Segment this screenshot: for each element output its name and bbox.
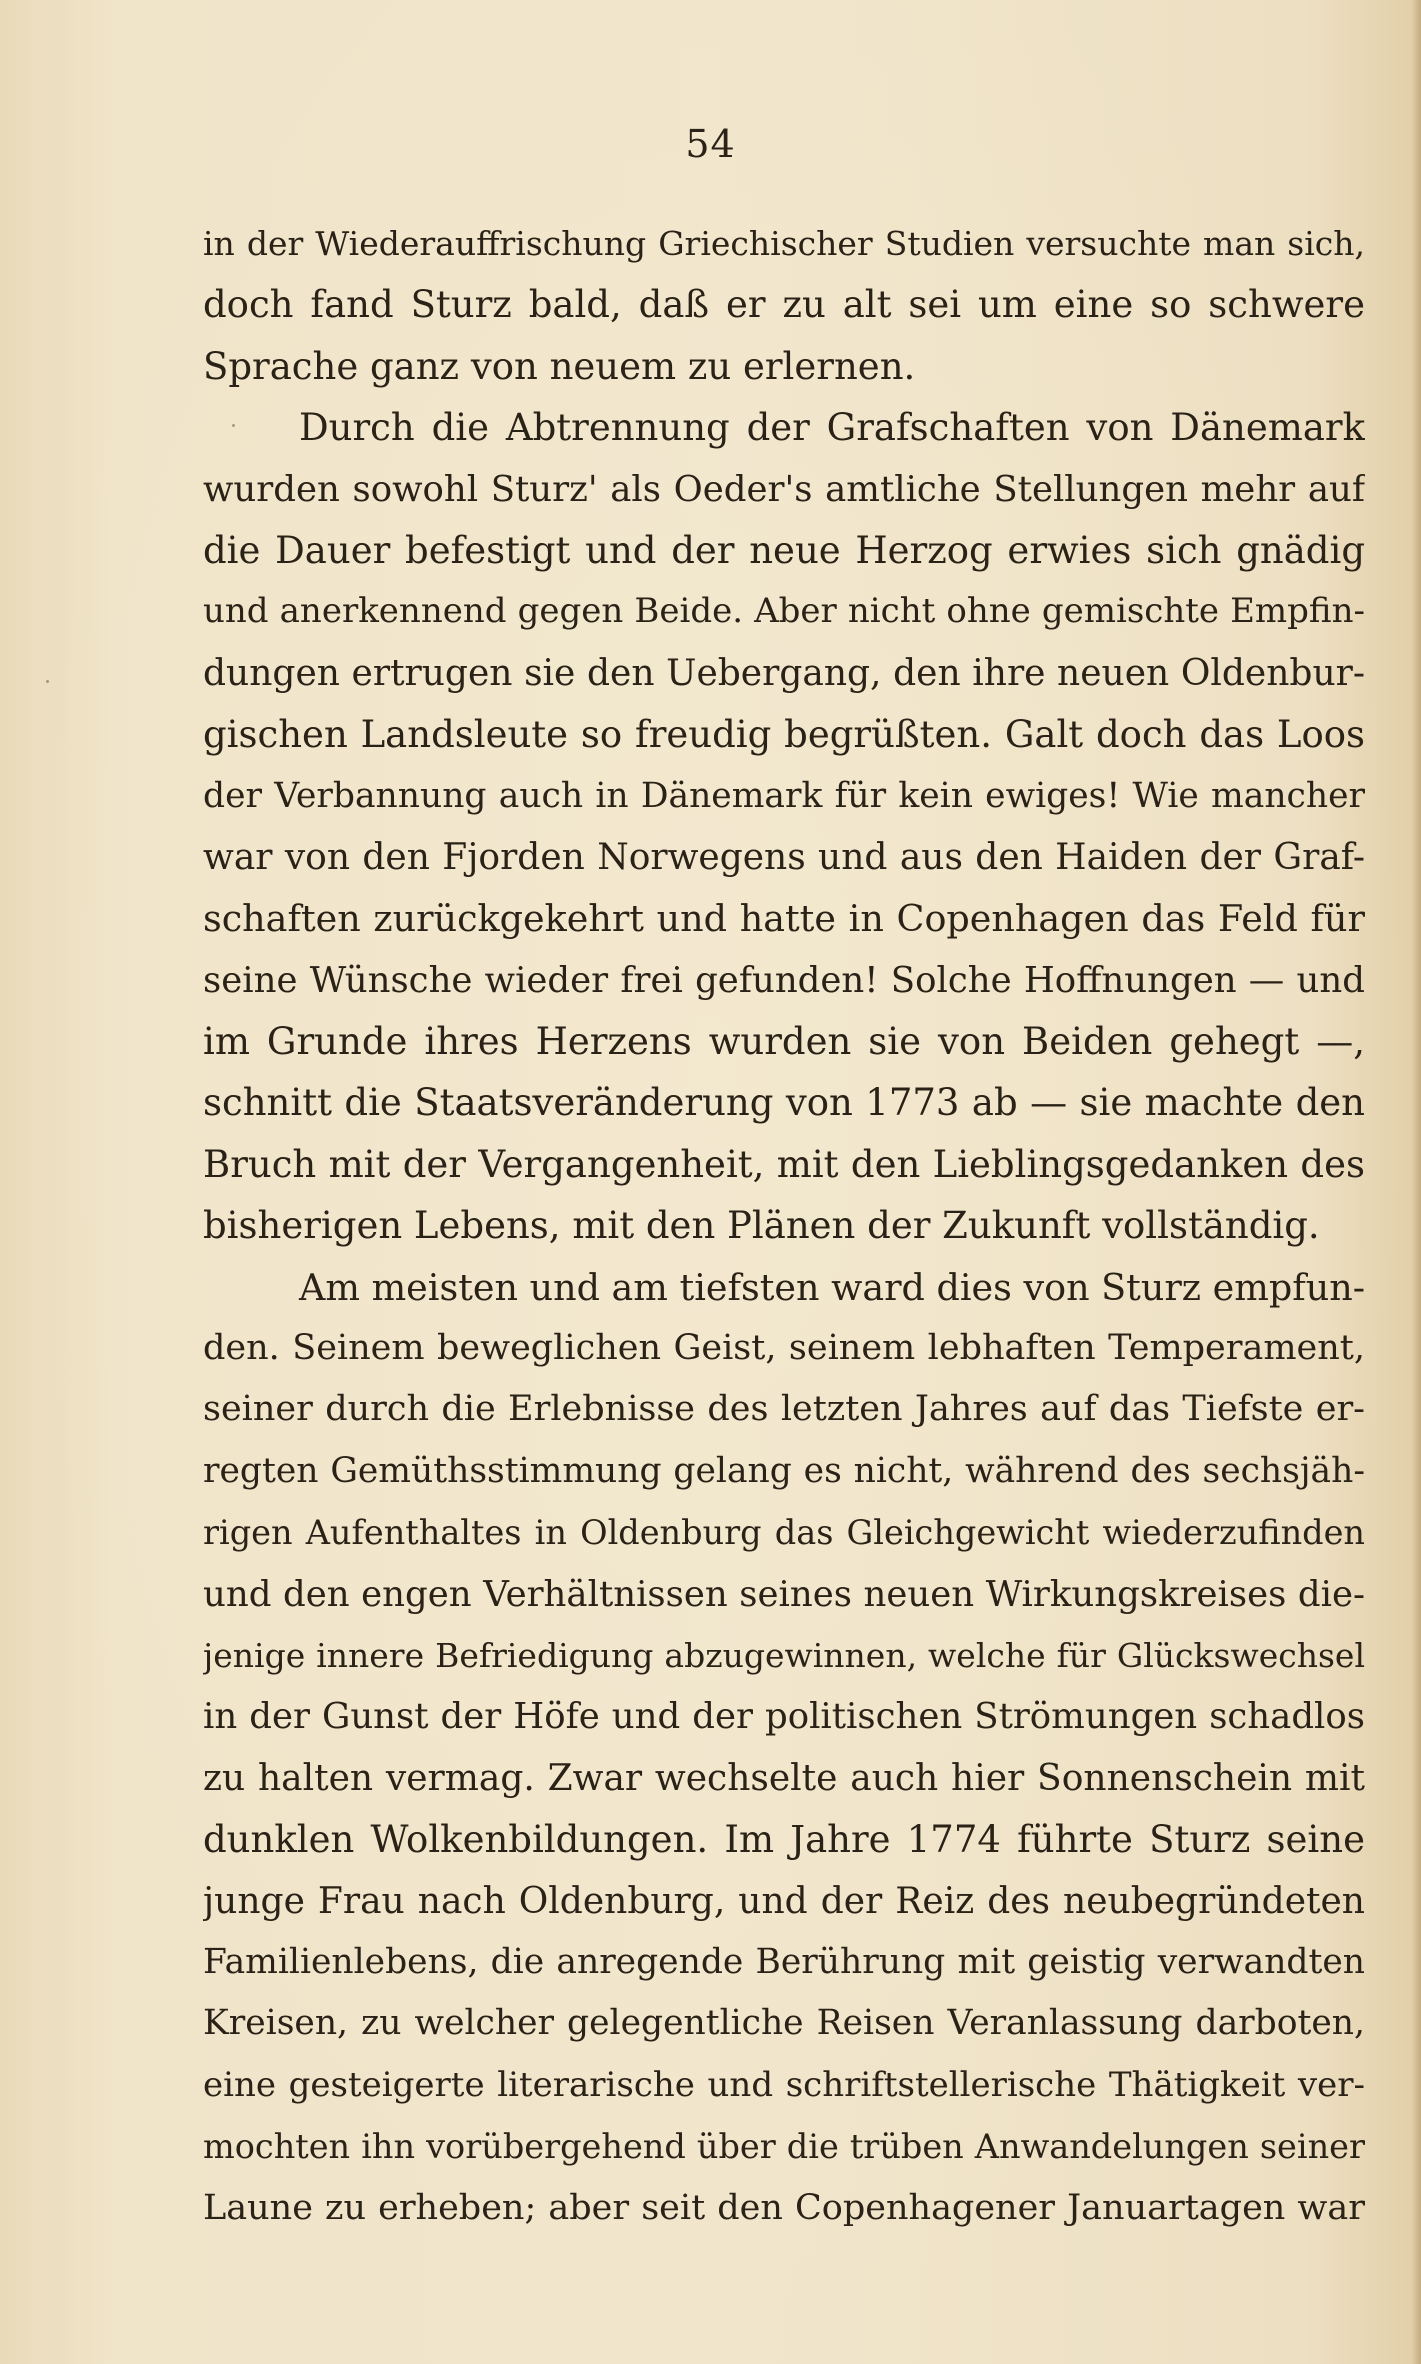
text-line: in der Gunst der Höfe und der politischen Strömungen schadlos [203,1696,1365,1738]
text-line: mochten ihn vorübergehend über die trüben Anwandelungen seiner [203,2127,1365,2167]
text-line: regten Gemüthsstimmung gelang es nicht, während des sechsjäh- [203,1450,1365,1491]
text-line: dungen ertrugen sie den Uebergang, den ihre neuen Oldenbur- [203,652,1365,694]
text-line: Sprache ganz von neuem zu erlernen. [203,344,916,388]
paper-speck [46,680,49,683]
text-line: eine gesteigerte literarische und schriftstellerische Thätigkeit ver- [203,2064,1365,2105]
text-line: Familienlebens, die anregende Berührung mit geistig verwandten [203,1941,1365,1982]
text-line: den. Seinem beweglichen Geist, seinem lebhaften Temperament, [203,1328,1365,1369]
text-line: gischen Landsleute so freudig begrüßten. Galt doch das Loos [203,713,1365,757]
body-text [203,213,1365,2239]
text-line: schnitt die Staatsveränderung von 1773 ab — sie machte den [203,1081,1365,1125]
text-line: seine Wünsche wieder frei gefunden! Solche Hoffnungen — und [203,959,1365,1001]
text-line: seiner durch die Erlebnisse des letzten Jahres auf das Tiefste er- [203,1389,1365,1430]
text-line: der Verbannung auch in Dänemark für kein ewiges! Wie mancher [203,775,1365,816]
text-line: doch fand Sturz bald, daß er zu alt sei um eine so schwere [203,283,1365,327]
page-number: 54 [685,122,736,166]
text-line: Durch die Abtrennung der Grafschaften von Dänemark [299,406,1365,450]
paper-speck [232,424,235,427]
text-line: und den engen Verhältnissen seines neuen Wirkungskreises die- [203,1573,1365,1615]
text-line: zu halten vermag. Zwar wechselte auch hier Sonnenschein mit [203,1757,1365,1799]
text-line: in der Wiederauffrischung Griechischer Studien versuchte man sich, [203,224,1365,263]
text-line: bisherigen Lebens, mit den Plänen der Zukunft vollständig. [203,1204,1320,1248]
text-line: wurden sowohl Sturz' als Oeder's amtliche Stellungen mehr auf [203,468,1365,510]
text-line: im Grunde ihres Herzens wurden sie von Beiden gehegt —, [203,1020,1365,1064]
paper-speck [742,1893,745,1896]
text-line: die Dauer befestigt und der neue Herzog erwies sich gnädig [203,528,1365,572]
text-line: jenige innere Befriedigung abzugewinnen, welche für Glückswechsel [203,1635,1365,1675]
text-line: rigen Aufenthaltes in Oldenburg das Gleichgewicht wiederzufinden [203,1513,1365,1553]
text-line: Am meisten und am tiefsten ward dies von Sturz empfun- [299,1265,1365,1309]
text-line: junge Frau nach Oldenburg, und der Reiz des neubegründeten [203,1880,1365,1922]
text-line: und anerkennend gegen Beide. Aber nicht ohne gemischte Empfin- [203,591,1365,632]
text-line: dunklen Wolkenbildungen. Im Jahre 1774 führte Sturz seine [203,1818,1365,1862]
text-line: schaften zurückgekehrt und hatte in Copenhagen das Feld für [203,897,1365,941]
text-line: Laune zu erheben; aber seit den Copenhagener Januartagen war [203,2187,1365,2228]
text-line: Bruch mit der Vergangenheit, mit den Lieblingsgedanken des [203,1142,1365,1186]
page-edge-shadow [1411,0,1421,2364]
text-line: Kreisen, zu welcher gelegentliche Reisen Veranlassung darboten, [203,2003,1365,2044]
text-line: war von den Fjorden Norwegens und aus den Haiden der Graf- [203,836,1365,878]
